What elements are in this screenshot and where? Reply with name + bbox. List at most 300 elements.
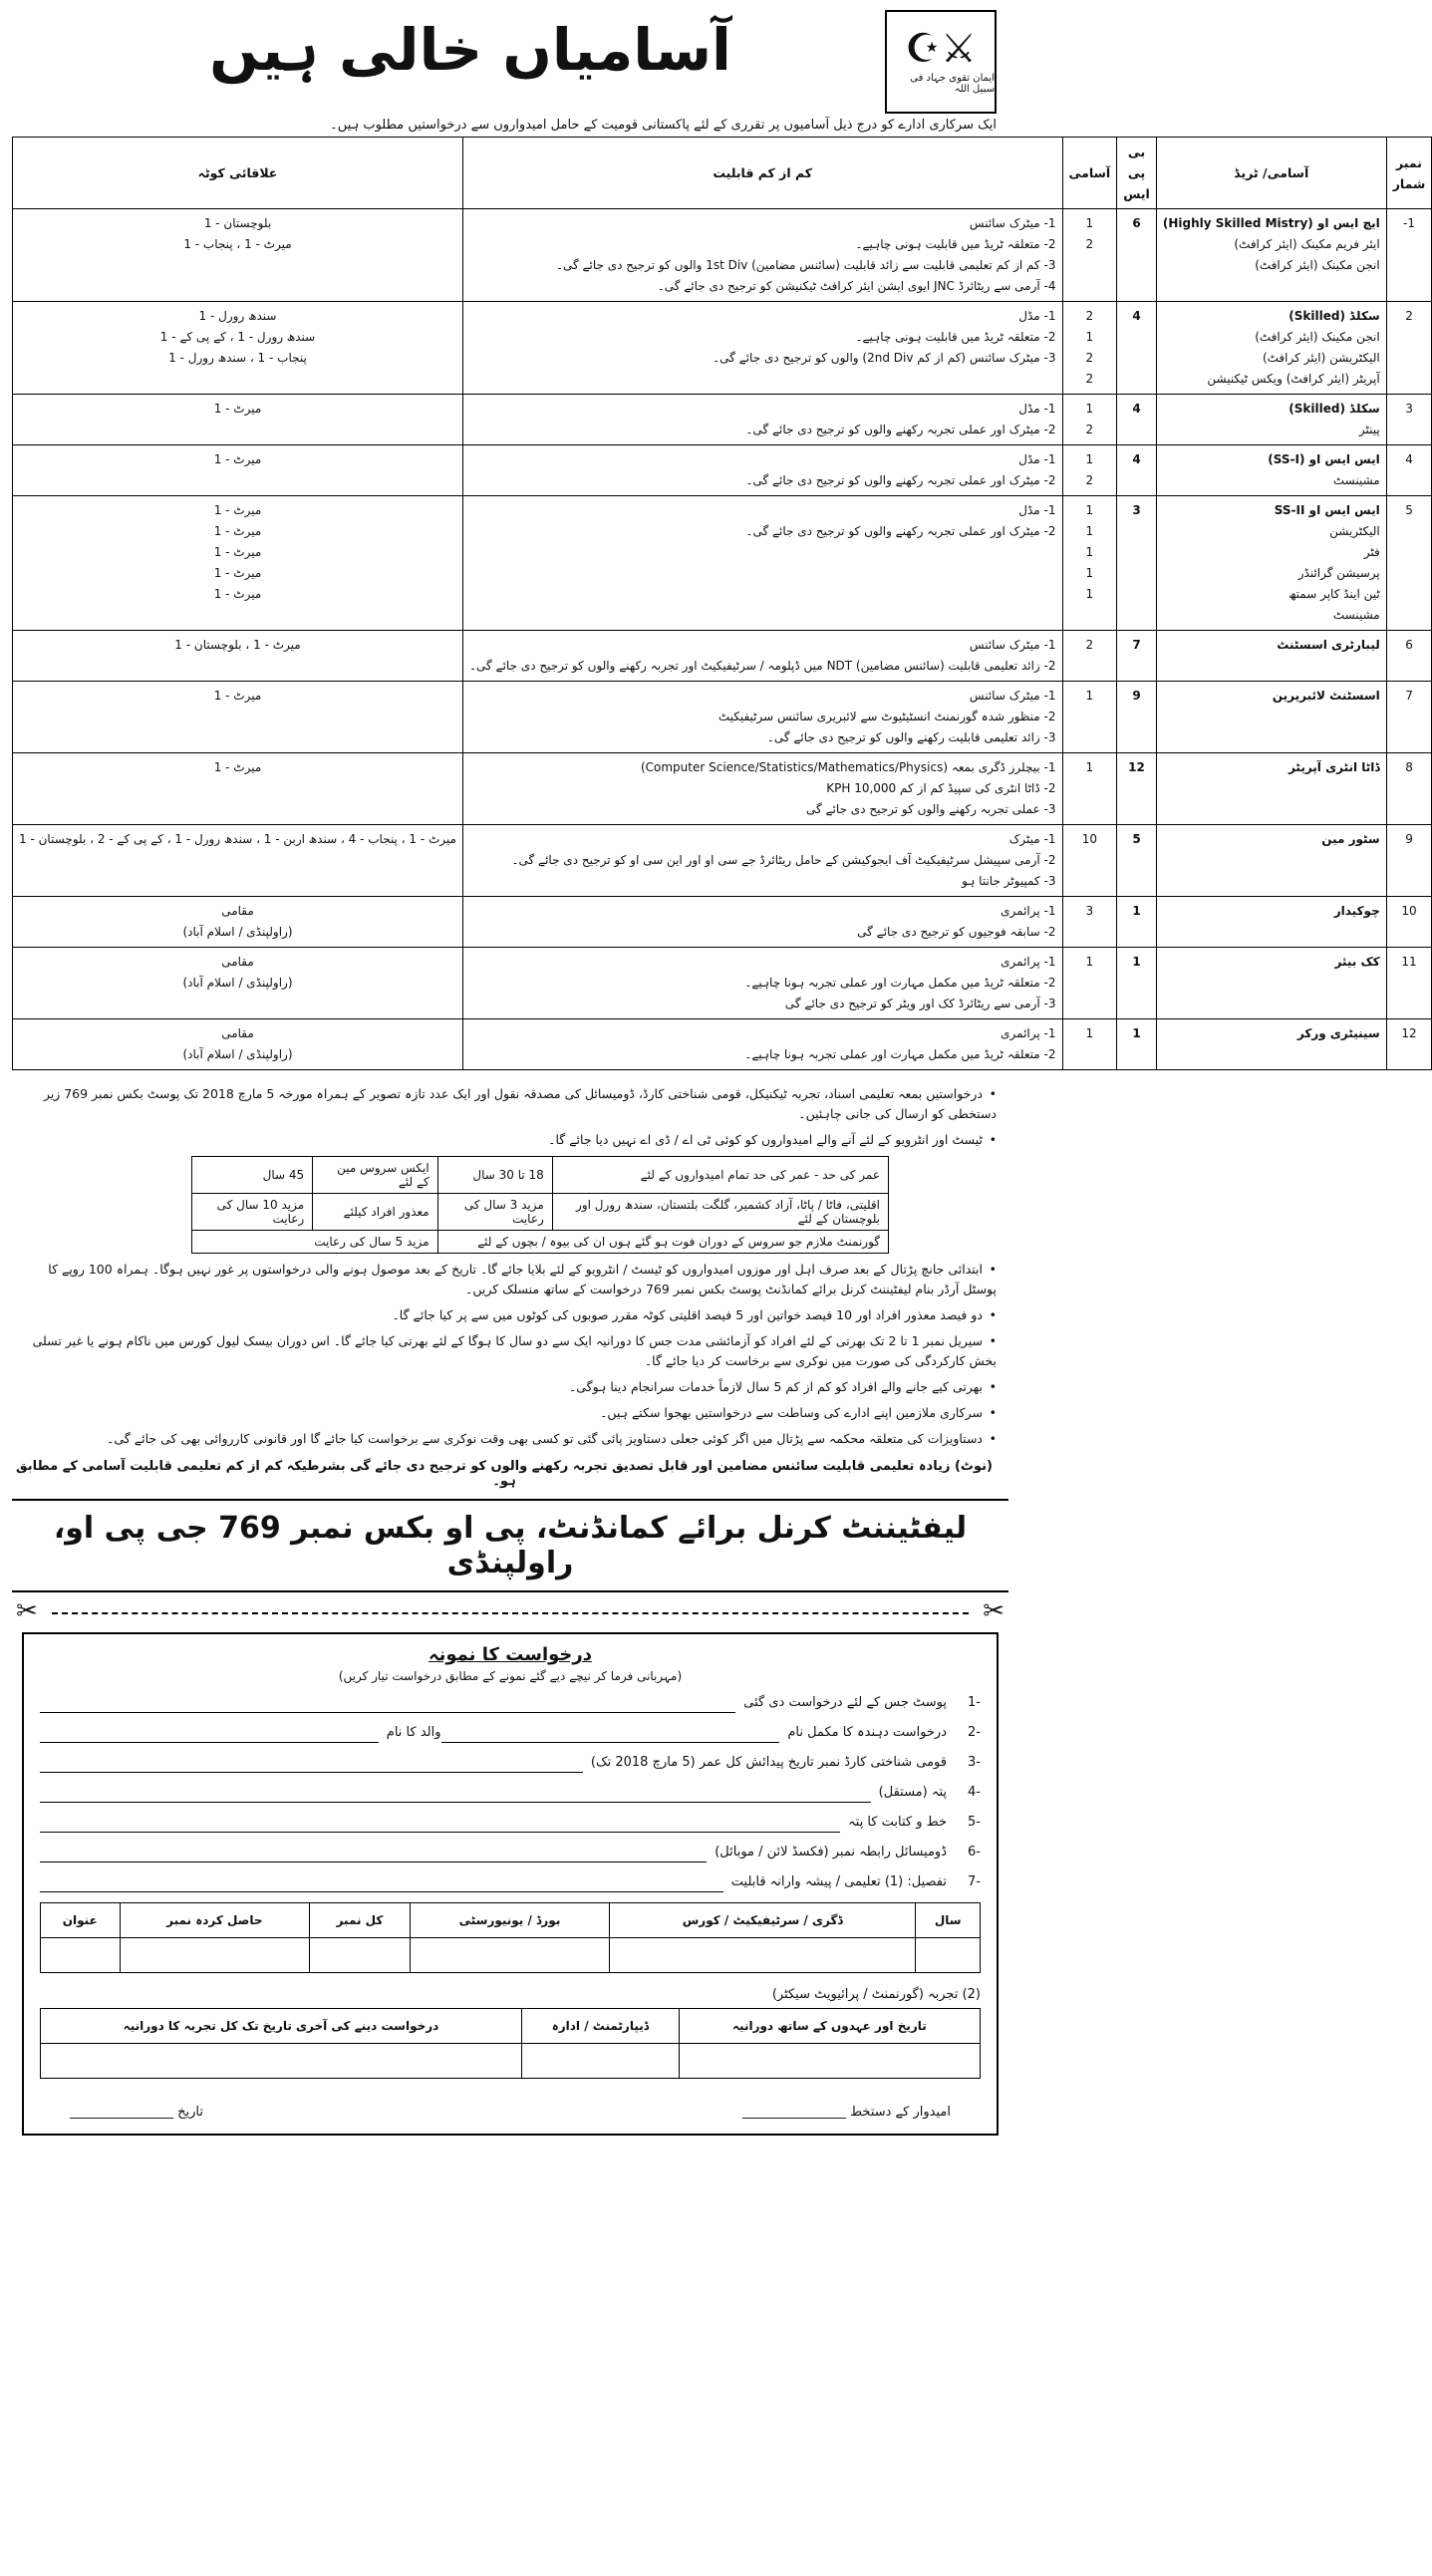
cell-trade-line: سکلڈ (Skilled) [1289,402,1380,416]
form-field-row [40,1693,981,1713]
cell-bps [1117,753,1157,825]
cell-quota-line: میرٹ - 1 [213,566,262,580]
cell-quota-line: مقامی [221,955,254,969]
table-row [13,496,1432,631]
cell-trade-line: آپریٹر (ایئر کرافٹ) ویکس ٹیکنیشن [1207,372,1380,386]
edu-header-cell: سال [916,1903,981,1938]
note-item: •درخواستیں بمعہ تعلیمی اسناد، تجربہ ٹیکنیکل، قومی شناختی کارڈ، ڈومیسائل کی مصدقہ نقول اور ایک عدد تازہ تصویر کے ہمراہ مورخہ 5 مارچ 2018 تک پوسٹ بکس نمبر 769 زیر دستخطی کو ارسال کی جانی چاہئیں۔ [43,1086,997,1121]
cell-qualification-line: 3- میٹرک سائنس (کم از کم 2nd Div) والوں کو ترجیح دی جائے گی۔ [713,351,1056,365]
cell-trade-line: انجن مکینک (ایئر کرافٹ) [1255,330,1380,344]
cell-bps [1117,631,1157,682]
cell-quota-line: سندھ رورل - 1 ، کے پی کے - 1 [159,330,316,344]
edu-header-cell: بورڈ / یونیورسٹی [410,1903,609,1938]
govt-employee-label: گورنمنٹ ملازم جو سروس کے دوران فوت ہو گئے ہوں ان کی بیوہ / بچوں کے لئے [437,1231,888,1254]
cell-vacancies-line: 1 [1085,524,1094,538]
cell-trade [1156,753,1386,825]
cell-qualification [462,948,1062,1019]
cell-qualification-line: 2- منظور شدہ گورنمنٹ انسٹیٹیوٹ سے لائبریری سائنس سرٹیفیکیٹ [717,710,1056,723]
cell-no-line: 9 [1405,832,1413,846]
age-limit-table [191,1156,889,1254]
cell-trade [1156,302,1386,395]
ex-service-value: 45 سال [192,1157,313,1194]
note-item: •بھرتی کیے جانے والے افراد کو کم از کم 5 سال لازماً خدمات سرانجام دینا ہوگی۔ [568,1379,997,1394]
cell-quota [13,496,463,631]
cell-vacancies-line: 1 [1085,1026,1094,1040]
cell-quota-line: میرٹ - 1 ، پنجاب - 4 ، سندھ اربن - 1 ، سندھ رورل - 1 ، کے پی کے - 2 ، بلوچستان - 1 [19,832,456,846]
cell-quota-line: میرٹ - 1 [213,689,262,703]
cell-quota [13,395,463,445]
note-text: سرکاری ملازمین اپنے ادارے کی وساطت سے درخواستیں بھجوا سکتے ہیں۔ [600,1405,983,1420]
cell-vacancies-line: 2 [1085,309,1094,323]
cell-quota-line: مقامی [221,1026,254,1040]
cell-qualification-line: 1- میٹرک [1008,832,1056,846]
cell-vacancies-line: 1 [1085,330,1094,344]
cell-quota-line: (راولپنڈی / اسلام آباد) [182,1047,293,1061]
education-header-row [41,1903,981,1938]
cell-qualification-line: 3- کم از کم تعلیمی قابلیت سے زائد قابلیت (سائنس مضامین) 1st Div والوں کو ترجیح دی جائے گی۔ [555,258,1056,272]
cell-quota-line: سندھ رورل - 1 [198,309,277,323]
cell-trade-line: فٹر [1363,545,1380,559]
cell-bps [1117,496,1157,631]
signature-label: امیدوار کے دستخط ________________ [741,2105,951,2120]
table-row [13,948,1432,1019]
form-field-number: -1 [968,1695,981,1710]
cell-qualification-line: 1- مڈل [1018,402,1056,416]
cell-qualification-line: 2- متعلقہ ٹریڈ میں قابلیت ہونی چاہیے۔ [855,330,1056,344]
form-field-number: -7 [968,1874,981,1889]
cell-quota-line: میرٹ - 1 [213,760,262,774]
posts-table [12,137,1432,1070]
form-field-row [40,1872,981,1892]
cell-vacancies-line: 2 [1085,237,1094,251]
cell-bps-line: 12 [1128,760,1145,774]
edu-cell[interactable] [410,1938,609,1973]
cell-no-line: 8 [1405,760,1413,774]
date-label: تاریخ ________________ [70,2105,204,2120]
note-text: درخواستیں بمعہ تعلیمی اسناد، تجربہ ٹیکنیکل، قومی شناختی کارڈ، ڈومیسائل کی مصدقہ نقول اور ایک عدد تازہ تصویر کے ہمراہ مورخہ 5 مارچ 2018 تک پوسٹ بکس نمبر 769 زیر دستخطی کو ارسال کی جانی چاہئیں۔ [43,1086,997,1121]
cell-bps [1117,682,1157,753]
cell-qualification-line: 2- متعلقہ ٹریڈ میں مکمل مہارت اور عملی تجربہ ہونا چاہیے۔ [744,976,1056,990]
cell-quota-line: میرٹ - 1 ، بلوچستان - 1 [174,638,301,652]
cell-qualification-line: 1- میٹرک سائنس [969,689,1056,703]
form-field-row [40,1753,981,1773]
form-field-input[interactable] [40,1873,723,1892]
cell-vacancies-line: 1 [1085,503,1094,517]
col-trade: آسامی/ ٹریڈ [1156,138,1386,209]
note-item: •سیریل نمبر 1 تا 2 تک بھرتی کے لئے افراد کو آزمائشی مدت جس کا دورانیہ ایک سے دو سال کا ہوگا کے لئے بھرتی کیا جائے گا۔ اس دوران بیسک لیول کورس میں ناکام ہونے یا غیر تسلی بخش کارکردگی کی صورت میں نوکری سے برخاست کر دیا جائے گا۔ [32,1333,997,1368]
cell-bps-line: 5 [1132,832,1141,846]
cell-vacancies-line: 1 [1085,216,1094,230]
form-field-row [40,1783,981,1803]
form-field-label: پوسٹ جس کے لئے درخواست دی گئی [743,1695,947,1710]
form-field-number: -2 [968,1725,981,1740]
scissors-icon: ✂ [16,1596,38,1626]
cell-no-line: 5 [1405,503,1413,517]
form-field-input[interactable] [40,1694,735,1713]
experience-header-row [41,2009,981,2044]
form-field-label: ڈومیسائل رابطہ نمبر (فکسڈ لائن / موبائل) [715,1845,947,1860]
cell-quota [13,948,463,1019]
note-text: بھرتی کیے جانے والے افراد کو کم از کم 5 سال لازماً خدمات سرانجام دینا ہوگی۔ [568,1379,983,1394]
cell-trade [1156,496,1386,631]
cell-qualification-line: 2- متعلقہ ٹریڈ میں مکمل مہارت اور عملی تجربہ ہونا چاہیے۔ [744,1047,1056,1061]
posts-header-row [13,138,1432,209]
form-field-row [40,1813,981,1833]
note-item: •ٹیسٹ اور انٹرویو کے لئے آنے والے امیدواروں کو کوئی ٹی اے / ڈی اے نہیں دیا جائے گا۔ [548,1132,997,1147]
table-row [13,682,1432,753]
cell-qualification-line: 3- عملی تجربہ رکھنے والوں کو ترجیح دی جائے گی [806,802,1056,816]
cell-trade [1156,395,1386,445]
cell-qualification-line: 1- پرائمری [1001,955,1056,969]
edu-header-cell: کل نمبر [310,1903,411,1938]
cell-qualification [462,682,1062,753]
cell-qualification-line: 1- مڈل [1018,309,1056,323]
form-subtitle: (مہربانی فرما کر نیچے دیے گئے نمونے کے مطابق درخواست تیار کریں) [338,1669,683,1683]
cell-vacancies-line: 1 [1085,566,1094,580]
edu-cell[interactable] [610,1938,916,1973]
cell-qualification [462,631,1062,682]
cell-qualification-line: 2- آرمی سپیشل سرٹیفیکیٹ آف ایجوکیشن کے حامل ریٹائرڈ جے سی او اور این سی او کو ترجیح دی جائے گی۔ [511,853,1056,867]
cell-bps-line: 6 [1132,216,1141,230]
note-item: •دو فیصد معذور افراد اور 10 فیصد خواتین اور 5 فیصد اقلیتی کوٹہ مقرر صوبوں کی کوٹوں میں سے پر کیا جائے گا۔ [392,1307,997,1322]
experience-empty-row [41,2044,981,2079]
edu-header-cell: ڈگری / سرٹیفیکیٹ / کورس [610,1903,916,1938]
note-text: سیریل نمبر 1 تا 2 تک بھرتی کے لئے افراد کو آزمائشی مدت جس کا دورانیہ ایک سے دو سال کا ہوگا کے لئے بھرتی کیا جائے گا۔ اس دوران بیسک لیول کورس میں ناکام ہونے یا غیر تسلی بخش کارکردگی کی صورت میں نوکری سے برخاست کر دیا جائے گا۔ [32,1333,997,1368]
cell-bps-line: 9 [1132,689,1141,703]
cell-vacancies [1062,682,1117,753]
cell-no [1386,302,1432,395]
notes-section [12,1070,1008,1489]
form-field-number: -4 [968,1785,981,1800]
disabled-label: معذور افراد کیلئے [313,1194,438,1231]
cell-qualification-line: 3- کمپیوٹر جانتا ہو [962,874,1056,888]
cell-qualification [462,209,1062,302]
cell-no [1386,897,1432,948]
form-field-row [40,1843,981,1862]
cell-vacancies [1062,897,1117,948]
minority-value: مزید 3 سال کی رعایت [437,1194,552,1231]
cell-vacancies-line: 1 [1085,587,1094,601]
exp-header-cell: ڈیپارٹمنٹ / ادارہ [522,2009,680,2044]
cell-no [1386,948,1432,1019]
age-limit-value: 18 تا 30 سال [437,1157,552,1194]
posts-body [13,209,1432,1070]
cell-trade-line: ایچ ایس او (Highly Skilled Mistry) [1162,216,1380,230]
cell-trade-line: اسسٹنٹ لائبریرین [1272,689,1380,703]
cell-trade [1156,948,1386,1019]
cell-bps [1117,825,1157,897]
cell-trade-line: ایس ایس او (SS-I) [1268,452,1380,466]
cell-no [1386,209,1432,302]
cell-qualification-line: 2- ڈاٹا انٹری کی سپیڈ کم از کم 10,000 KPH [826,781,1056,795]
experience-table [40,2008,981,2079]
cell-quota-line: میرٹ - 1 [213,503,262,517]
cell-bps [1117,948,1157,1019]
cell-quota [13,302,463,395]
cell-no-line: 3 [1405,402,1413,416]
cell-vacancies-line: 1 [1085,760,1094,774]
cell-vacancies [1062,948,1117,1019]
cell-trade-line: مشینسٹ [1332,473,1380,487]
form-fields [40,1693,981,1892]
education-table [40,1902,981,1973]
cell-qualification-line: 2- میٹرک اور عملی تجربہ رکھنے والوں کو ترجیح دی جائے گی۔ [745,524,1056,538]
cell-no-line: 2 [1405,309,1413,323]
exp-header-cell: تاریخ اور عہدوں کے ساتھ دورانیہ [679,2009,980,2044]
cell-quota-line: میرٹ - 1 ، پنجاب - 1 [183,237,292,251]
cell-vacancies-line: 1 [1085,689,1094,703]
cell-no-line: 4 [1405,452,1413,466]
cell-qualification-line: 2- متعلقہ ٹریڈ میں قابلیت ہونی چاہیے۔ [855,237,1056,251]
cell-qualification [462,496,1062,631]
col-bps: بی پی ایس [1117,138,1157,209]
cell-bps [1117,1019,1157,1070]
cell-qualification-line: 1- مڈل [1018,503,1056,517]
cell-quota-line: پنجاب - 1 ، سندھ رورل - 1 [168,351,307,365]
cell-vacancies-line: 1 [1085,545,1094,559]
cell-no [1386,682,1432,753]
cell-bps-line: 1 [1132,1026,1141,1040]
cell-trade-line: لیبارٹری اسسٹنٹ [1277,638,1380,652]
cell-quota [13,631,463,682]
note-text: ٹیسٹ اور انٹرویو کے لئے آنے والے امیدواروں کو کوئی ٹی اے / ڈی اے نہیں دیا جائے گا۔ [548,1132,983,1147]
cell-no [1386,825,1432,897]
cell-no [1386,496,1432,631]
cell-bps [1117,395,1157,445]
address-bar: لیفٹیننٹ کرنل برائے کمانڈنٹ، پی او بکس نمبر 769 جی پی او، راولپنڈی [12,1499,1008,1592]
cell-qualification [462,302,1062,395]
cell-qualification-line: 2- سابقہ فوجیوں کو ترجیح دی جائے گی [857,925,1056,939]
footnote: (نوٹ) زیادہ تعلیمی قابلیت سائنس مضامین اور قابل تصدیق تجربہ رکھنے والوں کو ترجیح دی جائے گی بشرطیکہ کم از کم تعلیمی قابلیت آسامی کے مطابق ہو۔ [16,1459,993,1489]
exp-cell[interactable] [679,2044,980,2079]
cell-trade-line: سٹور مین [1321,832,1380,846]
cell-quota-line: (راولپنڈی / اسلام آباد) [182,976,293,990]
intro-text: ایک سرکاری ادارے کو درج ذیل آسامیوں پر تقرری کے لئے پاکستانی قومیت کے حامل امیدواروں سے درخواستیں مطلوب ہیں۔ [330,118,997,133]
form-field-label: قومی شناختی کارڈ نمبر تاریخ پیدائش کل عمر (5 مارچ 2018 تک) [590,1755,947,1770]
form-field-input[interactable] [441,1724,780,1743]
cell-trade [1156,631,1386,682]
cell-quota [13,1019,463,1070]
col-qualification: کم از کم قابلیت [462,138,1062,209]
edu-cell[interactable] [120,1938,310,1973]
cell-trade [1156,825,1386,897]
cell-trade [1156,897,1386,948]
application-form [22,1632,999,2136]
advertisement-page [12,0,1426,2136]
form-field-row [40,1723,981,1743]
cell-trade-line: ٹین اینڈ کاپر سمتھ [1289,587,1380,601]
cell-no [1386,395,1432,445]
table-row [13,302,1432,395]
cell-no-line: 11 [1401,955,1417,969]
cell-qualification [462,445,1062,496]
exp-cell[interactable] [41,2044,522,2079]
form-field-number: -6 [968,1845,981,1860]
edu-cell[interactable] [310,1938,411,1973]
note-item: •ابتدائی جانچ پڑتال کے بعد صرف اہل اور موزوں امیدواروں کو ٹیسٹ / انٹرویو کے لئے بلایا جائے گا۔ تاریخ کے بعد موصول ہونے والی درخواستوں پر غور نہیں ہوگا۔ ہمراہ 100 روپے کا پوسٹل آرڈر بنام لیفٹیننٹ کرنل برائے کمانڈنٹ پوسٹ بکس نمبر 769 درخواست کے ساتھ منسلک کریں۔ [48,1262,997,1296]
cell-no-line: 7 [1405,689,1413,703]
cell-vacancies [1062,825,1117,897]
logo-motto: ایمان تقوی جہاد فی سبیل اللہ [910,73,995,95]
table-row [13,631,1432,682]
cell-vacancies [1062,1019,1117,1070]
cell-no-line: 12 [1401,1026,1417,1040]
table-row [13,395,1432,445]
cell-trade-line: چوکیدار [1333,904,1380,918]
page-title: آسامیاں خالی ہیں [209,16,731,84]
cell-no-line: 10 [1401,904,1417,918]
edu-cell[interactable] [916,1938,981,1973]
cell-bps-line: 4 [1132,402,1141,416]
cell-qualification [462,1019,1062,1070]
cell-quota-line: میرٹ - 1 [213,545,262,559]
cell-qualification-line: 2- زائد تعلیمی قابلیت (سائنس مضامین) NDT میں ڈپلومہ / سرٹیفیکیٹ اور تجربہ رکھنے والوں کو ترجیح دی جائے گی۔ [468,659,1056,673]
form-field-label: پتہ (مستقل) [878,1785,947,1800]
form-field-input[interactable] [40,1844,707,1862]
cell-trade-line: انجن مکینک (ایئر کرافٹ) [1255,258,1380,272]
cell-trade [1156,209,1386,302]
table-row [13,1019,1432,1070]
cell-trade-line: ڈاٹا انٹری آپریٹر [1288,760,1380,774]
cell-qualification-line: 3- آرمی سے ریٹائرڈ کک اور ویٹر کو ترجیح دی جائے گی [784,997,1056,1010]
ex-service-label: ایکس سروس مین کے لئے [313,1157,438,1194]
cell-bps [1117,897,1157,948]
cell-qualification [462,395,1062,445]
cell-trade-line: ایس ایس او SS-II [1274,503,1380,517]
cell-trade [1156,1019,1386,1070]
table-row [13,445,1432,496]
cell-vacancies-line: 3 [1085,904,1094,918]
cell-quota [13,753,463,825]
table-row [13,897,1432,948]
form-field-label: درخواست دہندہ کا مکمل نام [787,1725,947,1740]
cell-vacancies-line: 1 [1085,452,1094,466]
form-field-input[interactable] [40,1754,583,1773]
cell-trade-line: پرسیشن گرائنڈر [1297,566,1380,580]
cell-quota-line: (راولپنڈی / اسلام آباد) [182,925,293,939]
cell-no [1386,631,1432,682]
note-text: دستاویزات کی متعلقہ محکمہ سے پڑتال میں اگر کوئی جعلی دستاویز پائی گئی تو کسی بھی وقت نوکری سے برخواست کیا جائے گا اور قانونی کارروائی بھی کی جائے گی۔ [107,1431,983,1446]
army-crest-logo [885,10,997,114]
cell-no-line: 6 [1405,638,1413,652]
cell-trade-line: سکلڈ (Skilled) [1289,309,1380,323]
cell-vacancies-line: 2 [1085,351,1094,365]
cell-quota-line: میرٹ - 1 [213,402,262,416]
cell-quota [13,825,463,897]
table-row [13,825,1432,897]
cell-vacancies-line: 2 [1085,638,1094,652]
cell-vacancies [1062,395,1117,445]
form-field-input[interactable] [40,1814,840,1833]
col-vacancies: آسامی [1062,138,1117,209]
cell-quota-line: میرٹ - 1 [213,524,262,538]
cell-qualification-line: 1- میٹرک سائنس [969,216,1056,230]
cell-quota-line: بلوچستان - 1 [203,216,272,230]
cell-qualification-line: 1- میٹرک سائنس [969,638,1056,652]
cell-vacancies-line: 1 [1085,402,1094,416]
cell-bps [1117,445,1157,496]
cell-qualification-line: 1- مڈل [1018,452,1056,466]
cell-no [1386,445,1432,496]
cell-bps [1117,209,1157,302]
cell-quota [13,897,463,948]
cell-trade [1156,682,1386,753]
cell-vacancies [1062,496,1117,631]
cell-qualification [462,825,1062,897]
cell-quota [13,445,463,496]
cell-qualification-line: 2- میٹرک اور عملی تجربہ رکھنے والوں کو ترجیح دی جائے گی۔ [745,473,1056,487]
cell-quota-line: میرٹ - 1 [213,587,262,601]
cut-line [12,1592,1008,1632]
disabled-value: مزید 10 سال کی رعایت [192,1194,313,1231]
experience-title: (2) تجربہ (گورنمنٹ / پرائیویٹ سیکٹر) [771,1987,981,2002]
form-field-label: خط و کتابت کا پتہ [848,1815,947,1830]
table-row [13,209,1432,302]
cell-no [1386,753,1432,825]
note-text: ابتدائی جانچ پڑتال کے بعد صرف اہل اور موزوں امیدواروں کو ٹیسٹ / انٹرویو کے لئے بلایا جائے گا۔ تاریخ کے بعد موصول ہونے والی درخواستوں پر غور نہیں ہوگا۔ ہمراہ 100 روپے کا پوسٹل آرڈر بنام لیفٹیننٹ کرنل برائے کمانڈنٹ پوسٹ بکس نمبر 769 درخواست کے ساتھ منسلک کریں۔ [48,1262,997,1296]
col-quota: علاقائی کوٹہ [13,138,463,209]
cell-qualification-line: 3- زائد تعلیمی قابلیت رکھنے والوں کو ترجیح دی جائے گی۔ [766,730,1056,744]
education-empty-row [41,1938,981,1973]
header [12,6,1008,118]
father-name-label: والد کا نام [386,1725,441,1740]
note-text: دو فیصد معذور افراد اور 10 فیصد خواتین اور 5 فیصد اقلیتی کوٹہ مقرر صوبوں کی کوٹوں میں سے پر کیا جائے گا۔ [392,1307,983,1322]
cell-trade-line: الیکٹریشن [1329,524,1380,538]
cell-bps-line: 3 [1132,503,1141,517]
form-field-number: -3 [968,1755,981,1770]
exp-cell[interactable] [522,2044,680,2079]
edu-cell[interactable] [41,1938,121,1973]
cell-bps-line: 4 [1132,452,1141,466]
edu-header-cell: عنوان [41,1903,121,1938]
cell-vacancies-line: 2 [1085,423,1094,436]
father-name-input[interactable] [40,1724,379,1743]
cell-bps-line: 7 [1132,638,1141,652]
cell-qualification-line: 4- آرمی سے ریٹائرڈ JNC ایوی ایشن ایئر کرافٹ ٹیکنیشن کو ترجیح دی جائے گی۔ [657,279,1056,293]
cell-vacancies [1062,445,1117,496]
cell-vacancies-line: 2 [1085,372,1094,386]
cell-trade-line: کک بیئر [1334,955,1380,969]
cell-vacancies [1062,631,1117,682]
govt-employee-value: مزید 5 سال کی رعایت [192,1231,438,1254]
cell-vacancies-line: 1 [1085,955,1094,969]
cell-trade-line: پینٹر [1358,423,1380,436]
signature-row [40,2105,981,2120]
cell-vacancies-line: 2 [1085,473,1094,487]
age-limit-label: عمر کی حد - عمر کی حد تمام امیدواروں کے لئے [552,1157,888,1194]
cell-no-line: 1- [1403,216,1415,230]
cell-qualification [462,897,1062,948]
cell-vacancies [1062,302,1117,395]
cell-vacancies-line: 10 [1081,832,1097,846]
minority-label: اقلیتی، فاٹا / پاٹا، آزاد کشمیر، گلگت بلتستان، سندھ رورل اور بلوچستان کے لئے [552,1194,888,1231]
cell-bps-line: 4 [1132,309,1141,323]
cell-bps-line: 1 [1132,955,1141,969]
cell-qualification-line: 1- پرائمری [1001,1026,1056,1040]
cell-qualification-line: 2- میٹرک اور عملی تجربہ رکھنے والوں کو ترجیح دی جائے گی۔ [745,423,1056,436]
edu-header-cell: حاصل کردہ نمبر [120,1903,310,1938]
cell-trade-line: الیکٹریشن (ایئر کرافٹ) [1262,351,1380,365]
cell-bps [1117,302,1157,395]
col-no: نمبر شمار [1386,138,1432,209]
cell-trade-line: مشینسٹ [1332,608,1380,622]
dashed-divider [52,1612,969,1614]
cell-qualification [462,753,1062,825]
army-crest-icon: ☪⚔ [905,26,977,72]
scissors-icon: ✂ [983,1596,1004,1626]
form-field-input[interactable] [40,1784,871,1803]
cell-qualification-line: 1- بیچلرز ڈگری بمعہ (Computer Science/Statistics/Mathematics/Physics) [640,760,1056,774]
